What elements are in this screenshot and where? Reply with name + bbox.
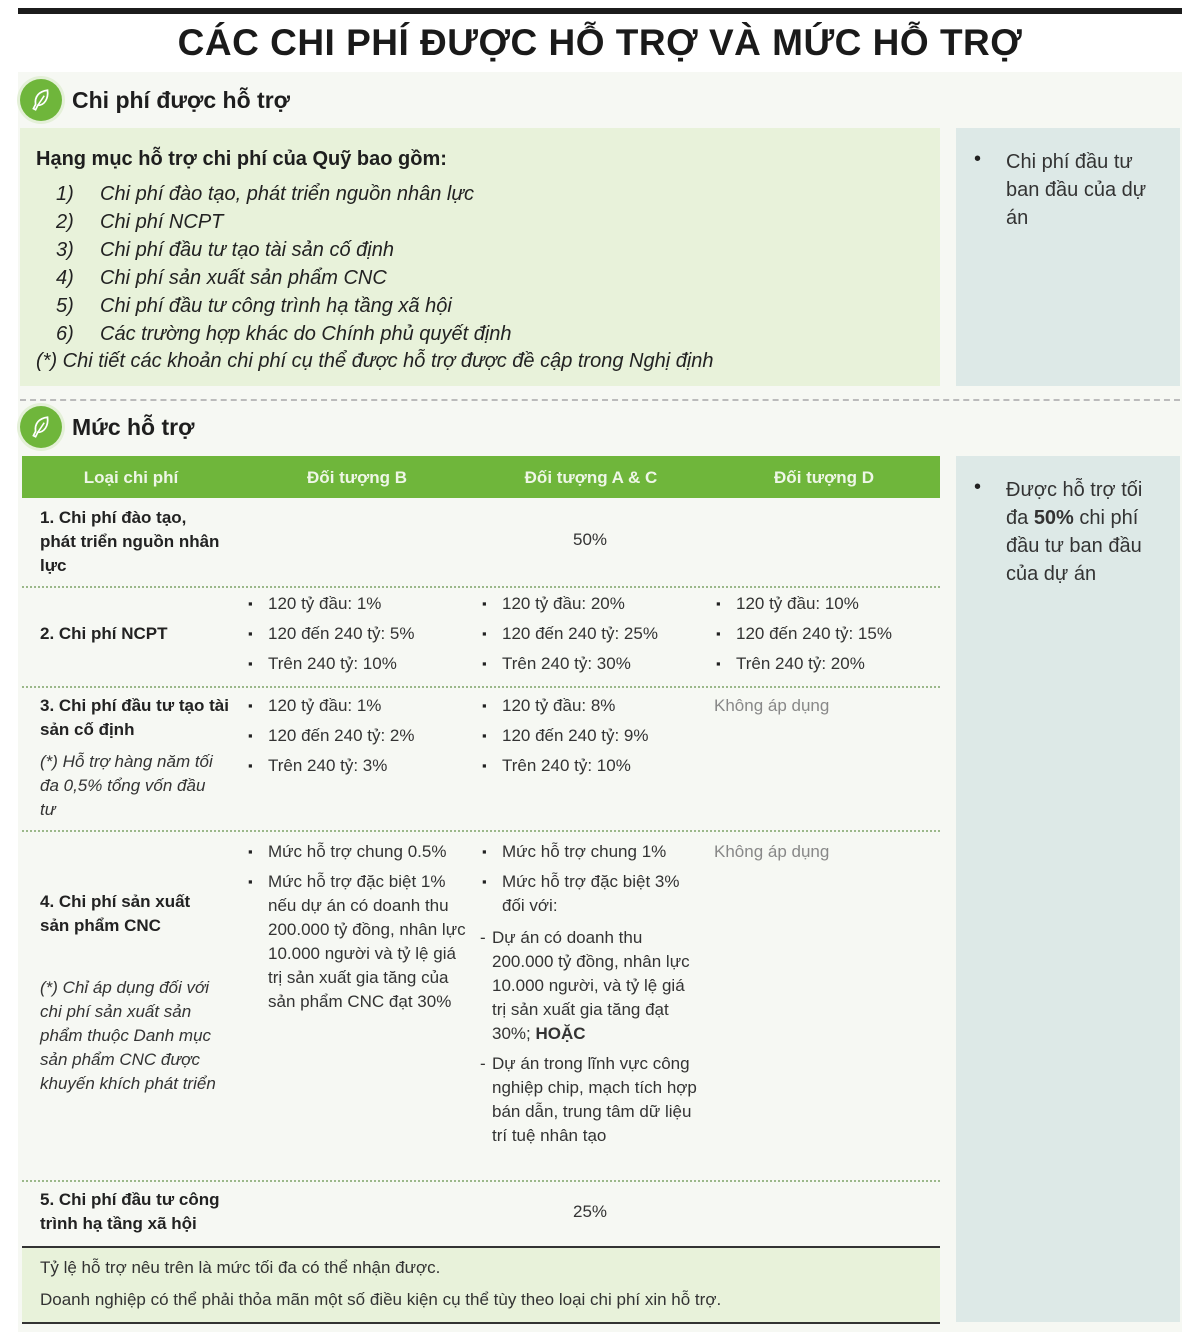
row-label: 2. Chi phí NCPT	[40, 624, 168, 643]
list-item: 5) Chi phí đầu tư công trình hạ tầng xã hội	[56, 295, 452, 317]
row-label: 4. Chi phí sản xuất sản phẩm CNC	[40, 892, 191, 935]
supported-costs-lead: Hạng mục hỗ trợ chi phí của Quỹ bao gồm:	[36, 148, 447, 170]
row-value: 50%	[572, 530, 608, 549]
header-cost-type: Loại chi phí	[83, 468, 179, 487]
cell-group-b: ▪ Mức hỗ trợ chung 0.5% ▪ Mức hỗ trợ đặc biệt 1% nếu dự án có doanh thu 200.000 tỷ đồng, nhân lực 10.000 người và tỷ lệ giá trị sản xuất gia tăng của sản phẩm CNC đạt 30%	[246, 840, 466, 1014]
side-note-text: Chi phí đầu tư ban đầu của dự án	[1006, 151, 1147, 229]
row-label: 5. Chi phí đầu tư công trình hạ tầng xã hội	[40, 1190, 220, 1233]
cell-group-d: Không áp dụng	[714, 696, 830, 715]
table-row	[22, 830, 940, 1182]
bullet: •	[974, 148, 982, 170]
list-item: 1) Chi phí đào tạo, phát triển nguồn nhân lực	[56, 183, 475, 205]
row-note: (*) Hỗ trợ hàng năm tối đa 0,5% tổng vốn đầu tư	[40, 752, 213, 819]
cell-group-ac: ▪ 120 tỷ đầu: 8% ▪ 120 đến 240 tỷ: 9% ▪ Trên 240 tỷ: 10%	[480, 694, 700, 778]
side-note-levels	[956, 456, 1180, 1322]
leaf-icon	[20, 406, 62, 448]
footer-line: Tỷ lệ hỗ trợ nêu trên là mức tối đa có thể nhận được.	[40, 1258, 441, 1277]
condition-item: - Dự án trong lĩnh vực công nghiệp chip, mạch tích hợp bán dẫn, trung tâm dữ liệu trí tuệ nhân tạo	[480, 1052, 702, 1148]
supported-costs-box	[20, 128, 940, 386]
row-note: (*) Chỉ áp dụng đối với chi phí sản xuất sản phẩm thuộc Danh mục sản phẩm CNC được khuyến khích phát triển	[40, 978, 216, 1093]
cell-group-b: ▪ 120 tỷ đầu: 1% ▪ 120 đến 240 tỷ: 2% ▪ Trên 240 tỷ: 3%	[246, 694, 466, 778]
cell-group-b: ▪ 120 tỷ đầu: 1% ▪ 120 đến 240 tỷ: 5% ▪ Trên 240 tỷ: 10%	[246, 592, 466, 676]
table-row	[22, 586, 940, 688]
list-item: 3) Chi phí đầu tư tạo tài sản cố định	[56, 239, 394, 261]
side-note-text: Được hỗ trợ tối đa 50% chi phí đầu tư ban đầu của dự án	[1006, 479, 1143, 585]
header-group-b: Đối tượng B	[307, 468, 407, 487]
list-item: 4) Chi phí sản xuất sản phẩm CNC	[56, 267, 387, 289]
supported-costs-list	[56, 180, 512, 348]
condition-item: - Dự án có doanh thu 200.000 tỷ đồng, nhân lực 10.000 người, và tỷ lệ giá trị sản xuất gia tăng đạt 30%; HOẶC	[480, 926, 702, 1046]
list-item: 6) Các trường hợp khác do Chính phủ quyết định	[56, 323, 512, 345]
table-row	[22, 1180, 940, 1244]
row-value: 25%	[572, 1202, 608, 1221]
bottom-rule	[22, 1322, 940, 1324]
header-group-ac: Đối tượng A & C	[524, 468, 658, 487]
section-heading-costs	[20, 79, 290, 121]
row-label: 3. Chi phí đầu tư tạo tài sản cố định	[40, 696, 229, 739]
table-header	[22, 456, 940, 498]
cell-group-d: ▪ 120 tỷ đầu: 10% ▪ 120 đến 240 tỷ: 15% ▪ Trên 240 tỷ: 20%	[714, 592, 934, 676]
footer-line: Doanh nghiệp có thể phải thỏa mãn một số điều kiện cụ thể tùy theo loại chi phí xin hỗ trợ.	[40, 1290, 722, 1309]
section-title: Mức hỗ trợ	[72, 413, 195, 440]
bullet: •	[974, 476, 982, 498]
supported-costs-note: (*) Chi tiết các khoản chi phí cụ thể được hỗ trợ được đề cập trong Nghị định	[36, 350, 714, 372]
footer-note	[22, 1246, 940, 1324]
side-note-costs	[956, 128, 1180, 386]
page-title: CÁC CHI PHÍ ĐƯỢC HỖ TRỢ VÀ MỨC HỖ TRỢ	[177, 22, 1023, 63]
list-item: 2) Chi phí NCPT	[56, 211, 224, 233]
table-row	[22, 498, 940, 588]
cell-group-ac: ▪ 120 tỷ đầu: 20% ▪ 120 đến 240 tỷ: 25% ▪ Trên 240 tỷ: 30%	[480, 592, 700, 676]
cell-group-ac: ▪ Mức hỗ trợ chung 1% ▪ Mức hỗ trợ đặc biệt 3% đối với: - Dự án có doanh thu 200.000 tỷ đồng, nhân lực 10.000 người, và tỷ lệ giá trị sản xuất gia tăng đạt 30%; HOẶC - Dự án trong lĩnh vực công nghiệp chip, mạch tích hợp bán dẫn, trung tâm dữ liệu trí tuệ nhân tạo	[480, 840, 702, 1148]
leaf-icon	[20, 79, 62, 121]
section-title: Chi phí được hỗ trợ	[72, 86, 291, 113]
section-divider	[20, 399, 1180, 401]
top-rule	[18, 8, 1182, 14]
table-row	[22, 686, 940, 832]
header-group-d: Đối tượng D	[774, 468, 874, 487]
row-label: 1. Chi phí đào tạo, phát triển nguồn nhân lực	[40, 508, 220, 575]
cell-group-d: Không áp dụng	[714, 842, 830, 861]
section-heading-levels	[20, 406, 194, 448]
